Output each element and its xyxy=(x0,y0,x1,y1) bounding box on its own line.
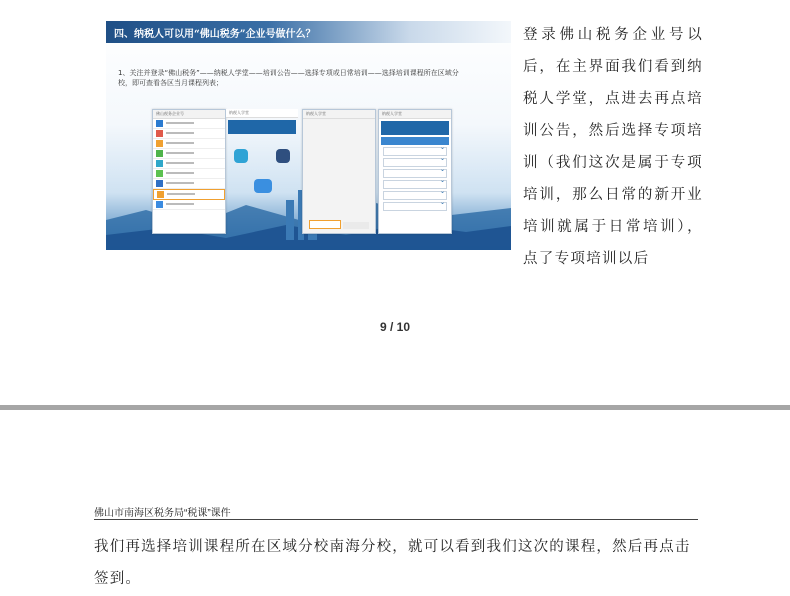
body-paragraph: 我们再选择培训课程所在区域分校南海分校，就可以看到我们这次的课程，然后再点击签到。 xyxy=(94,539,691,587)
phone-header: 纳税人学堂 xyxy=(303,110,375,119)
embedded-slide-image xyxy=(106,21,511,250)
phone-header: 纳税人学堂 xyxy=(379,110,451,119)
phone-header: 佛山税务企业号 xyxy=(153,110,225,119)
slide-paragraph: 1、关注并登录“佛山税务”——纳税人学堂——培训公告——选择专项或日常培训——选择培训课程所在区域分校，即可查看各区当月课程列表； xyxy=(118,69,459,87)
monitor-icon xyxy=(254,179,272,193)
side-paragraph: 登录佛山税务企业号以后，在主界面我们看到纳税人学堂，点进去再点培训公告，然后选择专项培训（我们这次是属于专项培训，那么日常的新开业培训就属于日常培训），点了专项培训以后 xyxy=(523,27,703,267)
view-courses-button xyxy=(343,222,369,229)
announcement-button xyxy=(309,220,341,229)
phone-screenshot-course-types xyxy=(226,109,298,232)
phone-banner xyxy=(381,121,449,135)
phone-header: 纳税人学堂 xyxy=(226,109,298,118)
page-number: 9 / 10 xyxy=(379,320,411,334)
phone-screenshot-course-select xyxy=(378,109,452,234)
phone-screenshot-announcement xyxy=(302,109,376,234)
phone-subtitle-bar xyxy=(381,137,449,145)
slide-title: 四、纳税人可以用“佛山税务”企业号做什么？ xyxy=(114,29,316,40)
course-icon xyxy=(234,149,248,163)
phone-screenshot-menu xyxy=(152,109,226,234)
running-header: 佛山市南海区税务局“税课”课件 xyxy=(94,508,231,519)
course-icon xyxy=(276,149,290,163)
header-rule xyxy=(94,519,698,520)
page-separator xyxy=(0,405,790,410)
phone-banner xyxy=(228,120,296,134)
